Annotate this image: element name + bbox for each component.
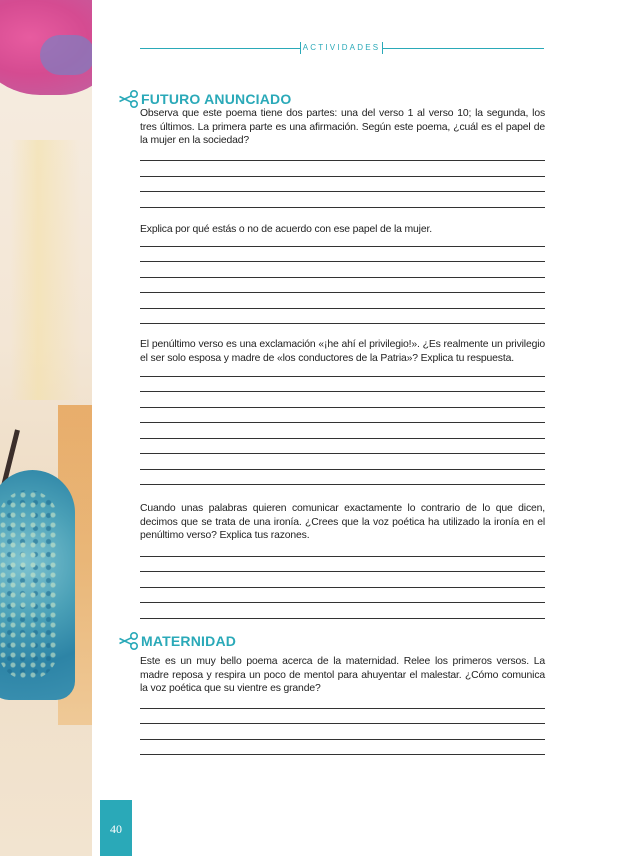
- answer-line[interactable]: [140, 323, 545, 324]
- answer-line[interactable]: [140, 292, 545, 293]
- answer-line[interactable]: [140, 754, 545, 755]
- scissors-icon: [118, 630, 140, 652]
- question-4-text: Cuando unas palabras quieren comunicar exactamente lo contrario de lo que dicen, decimos que se trata de una ironía. ¿Crees que la voz poética ha utilizado la ironía en el penúltimo verso? Explica tus razones.: [140, 503, 545, 541]
- answer-line[interactable]: [140, 723, 545, 724]
- question-3-text: El penúltimo verso es una exclamación «¡he ahí el privilegio!». ¿Es realmente un privilegio el ser solo esposa y madre de «los conductores de la Patria»? Explica tu respuesta.: [140, 339, 545, 364]
- header-rule-right: [382, 48, 544, 49]
- illustration-light-beam: [10, 140, 80, 400]
- question-1-text: Observa que este poema tiene dos partes: una del verso 1 al verso 10; la segunda, los tres últimos. La primera parte es una afirmación. Según este poema, ¿cuál es el papel de la mujer en la sociedad?: [140, 108, 545, 146]
- section-heading-maternidad: [118, 630, 236, 652]
- answer-line[interactable]: [140, 438, 545, 439]
- answer-line[interactable]: [140, 207, 545, 208]
- section-title: MATERNIDAD: [141, 633, 237, 649]
- answer-line[interactable]: [140, 261, 545, 262]
- section-title: FUTURO ANUNCIADO: [141, 91, 292, 107]
- answer-line[interactable]: [140, 176, 545, 177]
- header-rule-left: [140, 48, 300, 49]
- page-number-box: [100, 800, 132, 856]
- answer-line[interactable]: [140, 376, 545, 377]
- answer-line[interactable]: [140, 602, 545, 603]
- answer-line[interactable]: [140, 453, 545, 454]
- answer-line[interactable]: [140, 587, 545, 588]
- answer-line[interactable]: [140, 708, 545, 709]
- answer-line[interactable]: [140, 277, 545, 278]
- question-5-text: Este es un muy bello poema acerca de la maternidad. Relee los primeros versos. La madre reposa y respira un poco de mentol para ahuyentar el malestar. ¿Cómo comunica la voz poética que su vientre es grande?: [140, 656, 545, 694]
- answer-line[interactable]: [140, 556, 545, 557]
- answer-line[interactable]: [140, 191, 545, 192]
- answer-line[interactable]: [140, 571, 545, 572]
- illustration-blue-shape: [40, 35, 92, 75]
- answer-line[interactable]: [140, 618, 545, 619]
- scissors-icon: [118, 88, 140, 110]
- answer-line[interactable]: [140, 739, 545, 740]
- header-label: ACTIVIDADES: [302, 43, 381, 52]
- answer-line[interactable]: [140, 391, 545, 392]
- answer-line[interactable]: [140, 407, 545, 408]
- answer-line[interactable]: [140, 422, 545, 423]
- answer-line[interactable]: [140, 246, 545, 247]
- answer-line[interactable]: [140, 160, 545, 161]
- question-2-text: Explica por qué estás o no de acuerdo con ese papel de la mujer.: [140, 224, 432, 235]
- answer-line[interactable]: [140, 484, 545, 485]
- illustration-pregnant-figure: [0, 470, 75, 700]
- page-number: 40: [110, 822, 122, 836]
- answer-line[interactable]: [140, 308, 545, 309]
- answer-line[interactable]: [140, 469, 545, 470]
- side-illustration: [0, 0, 92, 856]
- page-header: [140, 41, 544, 55]
